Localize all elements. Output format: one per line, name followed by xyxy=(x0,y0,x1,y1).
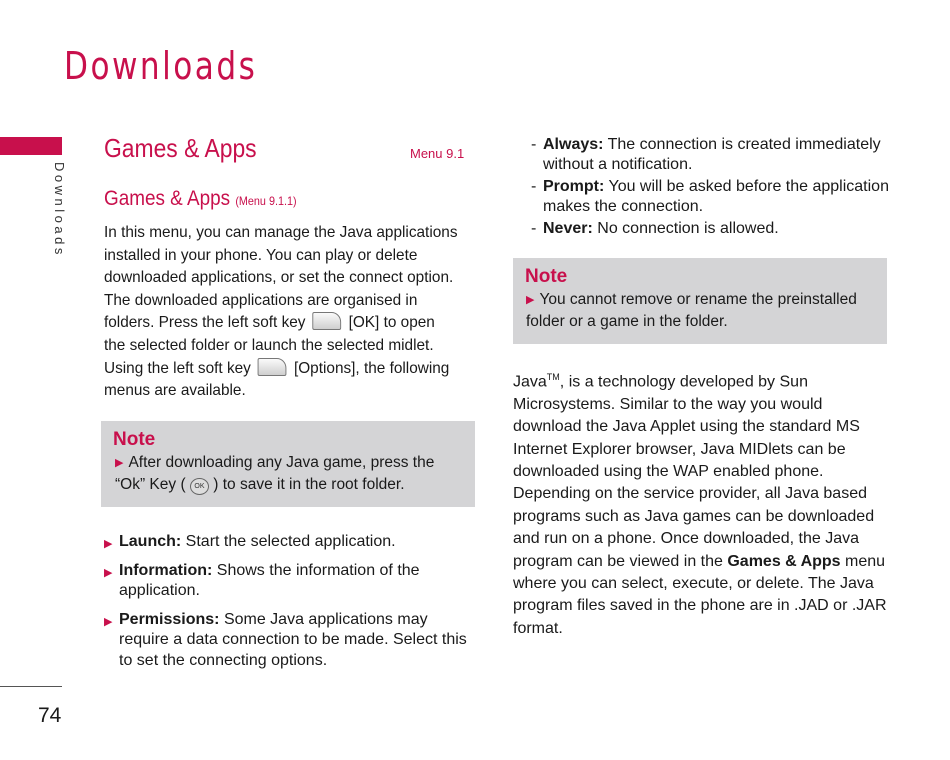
option-text: Some Java applications may require a data connection to be made. Select this to set the connecting options. xyxy=(119,610,467,669)
option-text: Shows the information of the application. xyxy=(119,561,420,599)
permission-label: Always: xyxy=(543,136,604,153)
java-bold-menu: Games & Apps xyxy=(727,552,841,570)
sub-title-text: Games & Apps xyxy=(104,187,231,210)
triangle-bullet-icon: ▶ xyxy=(526,294,535,306)
note-box-right xyxy=(513,258,887,344)
intro-text-3: [Options], the following menus are available. xyxy=(104,359,450,400)
note-box-left xyxy=(101,421,475,507)
option-label: Launch: xyxy=(119,533,182,550)
options-list xyxy=(104,532,474,679)
note-text-body: You cannot remove or rename the preinstalled folder or a game in the folder. xyxy=(526,291,857,330)
page-number: 74 xyxy=(38,704,62,727)
left-soft-key-icon xyxy=(258,358,287,376)
section-title: Games & Apps xyxy=(104,133,257,163)
permission-text: You will be asked before the application makes the connection. xyxy=(543,178,889,215)
note-text-after: ) to save it in the root folder. xyxy=(213,476,405,493)
java-text-2: menu where you can select, execute, or delete. The Java program files saved in the phone are in .JAD or .JAR format. xyxy=(513,552,887,637)
dash-marker: - xyxy=(531,136,537,153)
side-tab xyxy=(0,137,62,155)
permission-label: Never: xyxy=(543,220,593,237)
side-rule xyxy=(0,686,62,687)
java-text-1: , is a technology developed by Sun Microsystems. Similar to the way you would download the Java Applet using the standard MS Internet Explorer browser, Java MIDlets can be downloaded using the WAP enabled phone. Depending on the service provider, all Java based programs such as Java games can be downloaded and run on a phone. Once downloaded, the Java program can be viewed in the xyxy=(513,373,875,570)
triangle-bullet-icon: ▶ xyxy=(104,615,113,628)
sub-title xyxy=(104,187,297,211)
section-menu: Menu 9.1 xyxy=(410,146,465,161)
intro-text-2: [OK] to open the selected folder or launch the selected midlet. Using the left soft key xyxy=(104,314,435,377)
dash-marker: - xyxy=(531,178,537,195)
note-text xyxy=(526,289,876,333)
option-label: Permissions: xyxy=(119,610,220,628)
note-text-before: After downloading any Java game, press the “Ok” Key ( xyxy=(115,454,435,493)
permissions-list xyxy=(531,135,891,241)
intro-paragraph xyxy=(104,222,459,403)
permission-text: No connection is allowed. xyxy=(597,220,779,237)
side-label: Downloads xyxy=(52,162,67,258)
triangle-bullet-icon: ▶ xyxy=(104,566,113,579)
note-title: Note xyxy=(525,266,568,287)
list-item xyxy=(104,610,474,672)
chapter-title: Downloads xyxy=(64,44,258,88)
triangle-bullet-icon: ▶ xyxy=(104,538,113,550)
permission-text: The connection is created immediately without a notification. xyxy=(543,136,881,173)
option-label: Information: xyxy=(119,561,213,579)
note-title: Note xyxy=(113,429,156,450)
list-item xyxy=(104,561,474,602)
trademark: TM xyxy=(546,372,560,382)
list-item xyxy=(104,532,474,553)
sub-title-menu: (Menu 9.1.1) xyxy=(235,194,297,208)
java-paragraph xyxy=(513,366,888,640)
triangle-bullet-icon: ▶ xyxy=(115,457,124,469)
java-word: Java xyxy=(513,373,547,391)
list-item xyxy=(531,219,891,239)
list-item xyxy=(531,135,891,175)
dash-marker: - xyxy=(531,220,537,237)
left-soft-key-icon xyxy=(313,312,342,330)
permission-label: Prompt: xyxy=(543,178,605,195)
intro-text-1: In this menu, you can manage the Java applications installed in your phone. You can play or delete downloaded applications, or set the connect option. The downloaded applications are organised in folders. Press the left soft key xyxy=(104,224,458,332)
ok-key-icon: OK xyxy=(190,478,209,495)
note-text xyxy=(115,452,465,496)
option-text: Start the selected application. xyxy=(185,533,396,550)
list-item xyxy=(531,177,891,217)
